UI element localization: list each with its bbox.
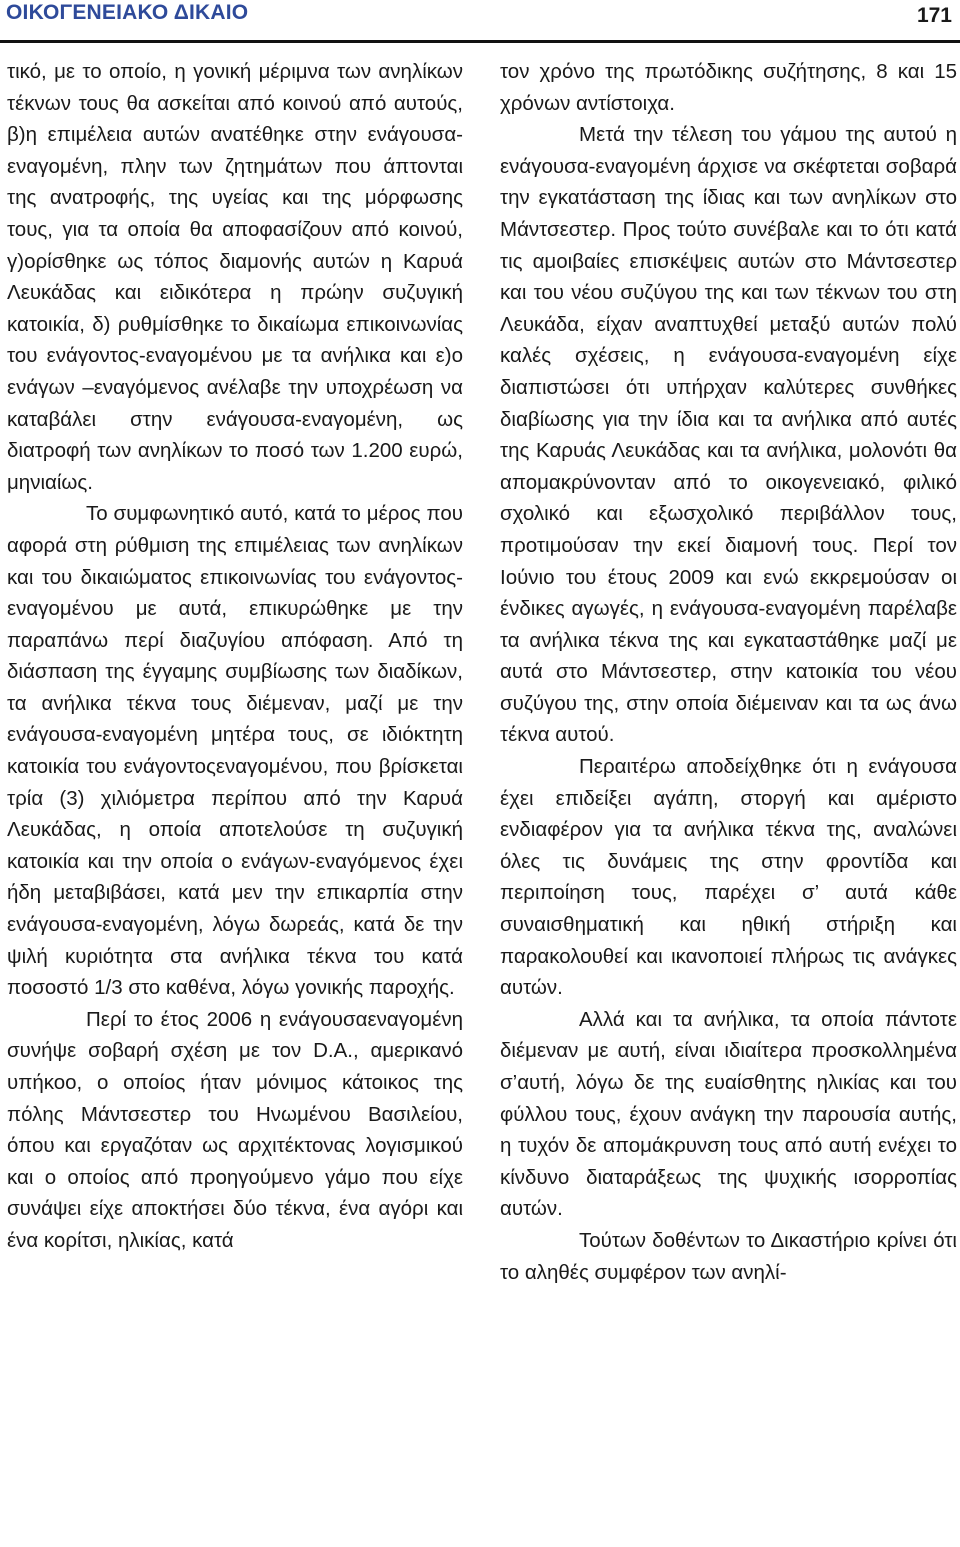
right-column: [500, 56, 957, 1288]
page-number: 171: [916, 4, 952, 27]
paragraph: Περί το έτος 2006 η ενάγουσαεναγομένη συνήψε σοβαρή σχέση με τον D.A., αμερικανό υπήκοο, ο οποίος ήταν μόνιμος κάτοικος της πόλης Μάντσεστερ του Ηνωμένου Βασιλείου, όπου και εργαζόταν ως αρχιτέκτονας λογισμικού και ο οποίος από προηγούμενο γάμο που είχε συνάψει είχε αποκτήσει δύο τέκνα, ένα αγόρι και ένα κορίτσι, ηλικίας, κατά: [7, 1007, 463, 1252]
paragraph: Αλλά και τα ανήλικα, τα οποία πάντοτε διέμεναν με αυτή, είναι ιδιαίτερα προσκολλημένα σ’αυτή, λόγω δε της ευαίσθητης ηλικίας και του φύλλου τους, έχουν ανάγκη την παρουσία αυτής, η τυχόν δε απομάκρυνση τους από αυτή ενέχει το κίνδυνο διαταράξεως της ψυχικής ισορροπίας αυτών.: [500, 1007, 957, 1221]
running-header: [0, 0, 960, 43]
left-column: [7, 56, 463, 1257]
section-title: ΟΙΚΟΓΕΝΕΙΑΚΟ ΔΙΚΑΙΟ: [6, 1, 249, 24]
paragraph: Περαιτέρω αποδείχθηκε ότι η ενάγουσα έχει επιδείξει αγάπη, στοργή και αμέριστο ενδιαφέρον για τα ανήλικα τέκνα της, αναλώνει όλες τις δυνάμεις της στην φροντίδα και περιποίηση τους, παρέχει σ’ αυτά κάθε συναισθηματική και ηθική στήριξη και παρακολουθεί και ικανοποιεί πλήρως τις ανάγκες αυτών.: [500, 755, 957, 1000]
paragraph: Μετά την τέλεση του γάμου της αυτού η ενάγουσα-εναγομένη άρχισε να σκέφτεται σοβαρά την εγκατάσταση της ίδιας και των ανηλίκων στο Μάντσεστερ. Προς τούτο συνέβαλε και το ότι κατά τις αμοιβαίες επισκέψεις αυτών στο Μάντσεστερ και του νέου συζύγου της και των τέκνων του στη Λευκάδα, είχαν αναπτυχθεί μεταξύ αυτών πολύ καλές σχέσεις, η ενάγουσα-εναγομένη είχε διαπιστώσει ότι υπήρχαν καλύτερες συνθήκες διαβίωσης για την ίδια και τα ανήλικα από αυτές της Καρυάς Λευκάδας και τα ανήλικα, μολονότι θα απομακρύνονταν από το οικογενειακό, φιλικό σχολικό και εξωσχολικό περιβάλλον τους, προτιμούσαν την εκεί διαμονή τους. Περί τον Ιούνιο του έτους 2009 και ενώ εκκρεμούσαν οι ένδικες αγωγές, η ενάγουσα-εναγομένη παρέλαβε τα ανήλικα τέκνα της και εγκαταστάθηκε μαζί με αυτά στο Μάντσεστερ, στην κατοικία του νέου συζύγου της, στην οποία διέμειναν και τα ως άνω τέκνα αυτού.: [500, 123, 957, 747]
paragraph: Το συμφωνητικό αυτό, κατά το μέρος που αφορά στη ρύθμιση της επιμέλειας των ανηλίκων και του δικαιώματος επικοινωνίας του ενάγοντος-εναγομένου με αυτά, επικυρώθηκε με την παραπάνω περί διαζυγίου απόφαση. Από τη διάσπαση της έγγαμης συμβίωσης των διαδίκων, τα ανήλικα τέκνα τους διέμεναν, μαζί με την ενάγουσα-εναγομένη μητέρα τους, σε ιδιόκτητη κατοικία του ενάγοντοςεναγομένου, που βρίσκεται τρία (3) χιλιόμετρα περίπου από την Καρυά Λευκάδας, η οποία αποτελούσε τη συζυγική κατοικία και την οποία ο ενάγων-εναγόμενος έχει ήδη μεταβιβάσει, κατά μεν την επικαρπία στην ενάγουσα-εναγομένη, λόγω δωρεάς, κατά δε την ψιλή κυριότητα στα ανήλικα τέκνα του κατά ποσοστό 1/3 στο καθένα, λόγω γονικής παροχής.: [7, 502, 463, 1000]
paragraph: Τούτων δοθέντων το Δικαστήριο κρίνει ότι το αληθές συμφέρον των ανηλί-: [500, 1228, 957, 1284]
paragraph: τικό, με το οποίο, η γονική μέριμνα των ανηλίκων τέκνων τους θα ασκείται από κοινού από αυτούς, β)η επιμέλεια αυτών ανατέθηκε στην ενάγουσα-εναγομένη, πλην των ζητημάτων που άπτονται της ανατροφής, της υγείας και της μόρφωσης τους, για τα οποία θα αποφασίζουν από κοινού, γ)ορίσθηκε ως τόπος διαμονής αυτών η Καρυά Λευκάδας και ειδικότερα η πρώην συζυγική κατοικία, δ) ρυθμίσθηκε το δικαίωμα επικοινωνίας του ενάγοντος-εναγομένου με τα ανήλικα και ε)ο ενάγων –εναγόμενος ανέλαβε την υποχρέωση να καταβάλει στην ενάγουσα-εναγομένη, ως διατροφή των ανηλίκων το ποσό των 1.200 ευρώ, μηνιαίως.: [7, 60, 463, 494]
paragraph: τον χρόνο της πρωτόδικης συζήτησης, 8 και 15 χρόνων αντίστοιχα.: [500, 60, 957, 115]
